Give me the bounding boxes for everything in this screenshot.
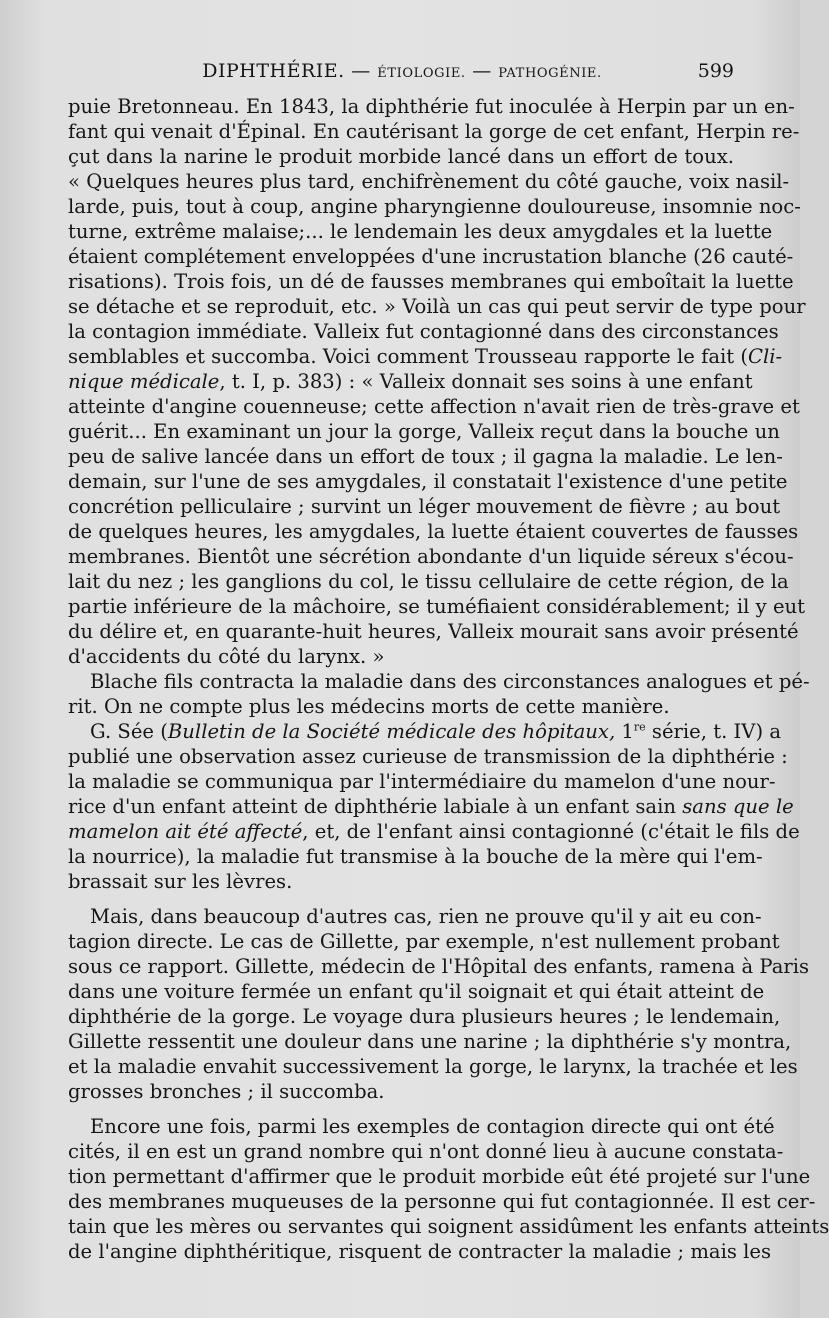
text-line: d'accidents du côté du larynx. » (68, 645, 385, 668)
text-line: nique médicale, t. I, p. 383) : « Valleix donnait ses soins à une enfant (68, 370, 753, 393)
header-section-pathogenie: PATHOGÉNIE. (498, 66, 602, 81)
header-section-etiologie: ÉTIOLOGIE. (377, 66, 466, 81)
text-line: dans une voiture fermée un enfant qu'il soignait et qui était atteint de (68, 980, 765, 1003)
text-line: çut dans la narine le produit morbide lancé dans un effort de toux. (68, 145, 734, 168)
text-line: la maladie se communiqua par l'intermédiaire du mamelon d'une nour- (68, 770, 776, 793)
text-line: tain que les mères ou servantes qui soignent assidûment les enfants atteints (68, 1215, 829, 1238)
text-line: de l'angine diphthéritique, risquent de contracter la maladie ; mais les (68, 1240, 772, 1263)
text-line: rice d'un enfant atteint de diphthérie labiale à un enfant sain sans que le (68, 795, 794, 818)
text-line: se détache et se reproduit, etc. » Voilà un cas qui peut servir de type pour (68, 295, 806, 318)
text-line: fant qui venait d'Épinal. En cautérisant la gorge de cet enfant, Herpin re- (68, 120, 800, 143)
text-line: rit. On ne compte plus les médecins morts de cette manière. (68, 695, 670, 718)
text-line: sous ce rapport. Gillette, médecin de l'Hôpital des enfants, ramena à Paris (68, 955, 810, 978)
text-line: tagion directe. Le cas de Gillette, par exemple, n'est nullement probant (68, 930, 780, 953)
body-text (68, 94, 829, 1264)
text-line: membranes. Bientôt une sécrétion abondante d'un liquide séreux s'écou- (68, 545, 794, 568)
text-line: guérit... En examinant un jour la gorge, Valleix reçut dans la bouche un (68, 420, 780, 443)
text-line: cités, il en est un grand nombre qui n'ont donné lieu à aucune constata- (68, 1140, 784, 1163)
text-line: lait du nez ; les ganglions du col, le tissu cellulaire de cette région, de la (68, 570, 789, 593)
text-line: la nourrice), la maladie fut transmise à la bouche de la mère qui l'em- (68, 845, 763, 868)
text-line: mamelon ait été affecté, et, de l'enfant ainsi contagionné (c'était le fils de (68, 820, 800, 843)
text-line: des membranes muqueuses de la personne qui fut contagionnée. Il est cer- (68, 1190, 816, 1213)
text-line: atteinte d'angine couenneuse; cette affection n'avait rien de très-grave et (68, 395, 800, 418)
running-header (66, 60, 738, 90)
text-line: G. Sée (Bulletin de la Société médicale des hôpitaux, 1re série, t. IV) a (90, 720, 781, 743)
text-line: Encore une fois, parmi les exemples de contagion directe qui ont été (90, 1115, 775, 1138)
text-line: brassait sur les lèvres. (68, 870, 293, 893)
header-main-title: DIPHTHÉRIE. (202, 60, 345, 82)
text-line: demain, sur l'une de ses amygdales, il constatait l'existence d'une petite (68, 470, 788, 493)
text-line: Blache fils contracta la maladie dans des circonstances analogues et pé- (90, 670, 810, 693)
text-line: grosses bronches ; il succomba. (68, 1080, 385, 1103)
text-line: puie Bretonneau. En 1843, la diphthérie fut inoculée à Herpin par un en- (68, 95, 795, 118)
text-line: de quelques heures, les amygdales, la luette étaient couvertes de fausses (68, 520, 799, 543)
text-line: et la maladie envahit successivement la gorge, le larynx, la trachée et les (68, 1055, 798, 1078)
text-line: la contagion immédiate. Valleix fut contagionné dans des circonstances (68, 320, 779, 343)
text-line: Gillette ressentit une douleur dans une narine ; la diphthérie s'y montra, (68, 1030, 792, 1053)
text-line: « Quelques heures plus tard, enchifrènement du côté gauche, voix nasil- (68, 170, 790, 193)
text-line: peu de salive lancée dans un effort de toux ; il gagna la maladie. Le len- (68, 445, 783, 468)
text-line: risations). Trois fois, un dé de fausses membranes qui emboîtait la luette (68, 270, 794, 293)
text-line: du délire et, en quarante-huit heures, Valleix mourait sans avoir présenté (68, 620, 799, 643)
text-line: larde, puis, tout à coup, angine pharyngienne douloureuse, insomnie noc- (68, 195, 801, 218)
text-line: turne, extrême malaise;... le lendemain les deux amygdales et la luette (68, 220, 773, 243)
text-line: tion permettant d'affirmer que le produit morbide eût été projeté sur l'une (68, 1165, 811, 1188)
text-line: étaient complétement enveloppées d'une incrustation blanche (26 cauté- (68, 245, 794, 268)
text-line: concrétion pelliculaire ; survint un léger mouvement de fièvre ; au bout (68, 495, 781, 518)
header-title: DIPHTHÉRIE. — ÉTIOLOGIE. — PATHOGÉNIE. (202, 60, 602, 82)
page-number: 599 (697, 60, 734, 82)
text-line: semblables et succomba. Voici comment Trousseau rapporte le fait (Cli- (68, 345, 783, 368)
text-line: diphthérie de la gorge. Le voyage dura plusieurs heures ; le lendemain, (68, 1005, 781, 1028)
text-line: partie inférieure de la mâchoire, se tuméfiaient considérablement; il y eut (68, 595, 806, 618)
text-line: Mais, dans beaucoup d'autres cas, rien ne prouve qu'il y ait eu con- (90, 905, 762, 928)
text-line: publié une observation assez curieuse de transmission de la diphthérie : (68, 745, 788, 768)
